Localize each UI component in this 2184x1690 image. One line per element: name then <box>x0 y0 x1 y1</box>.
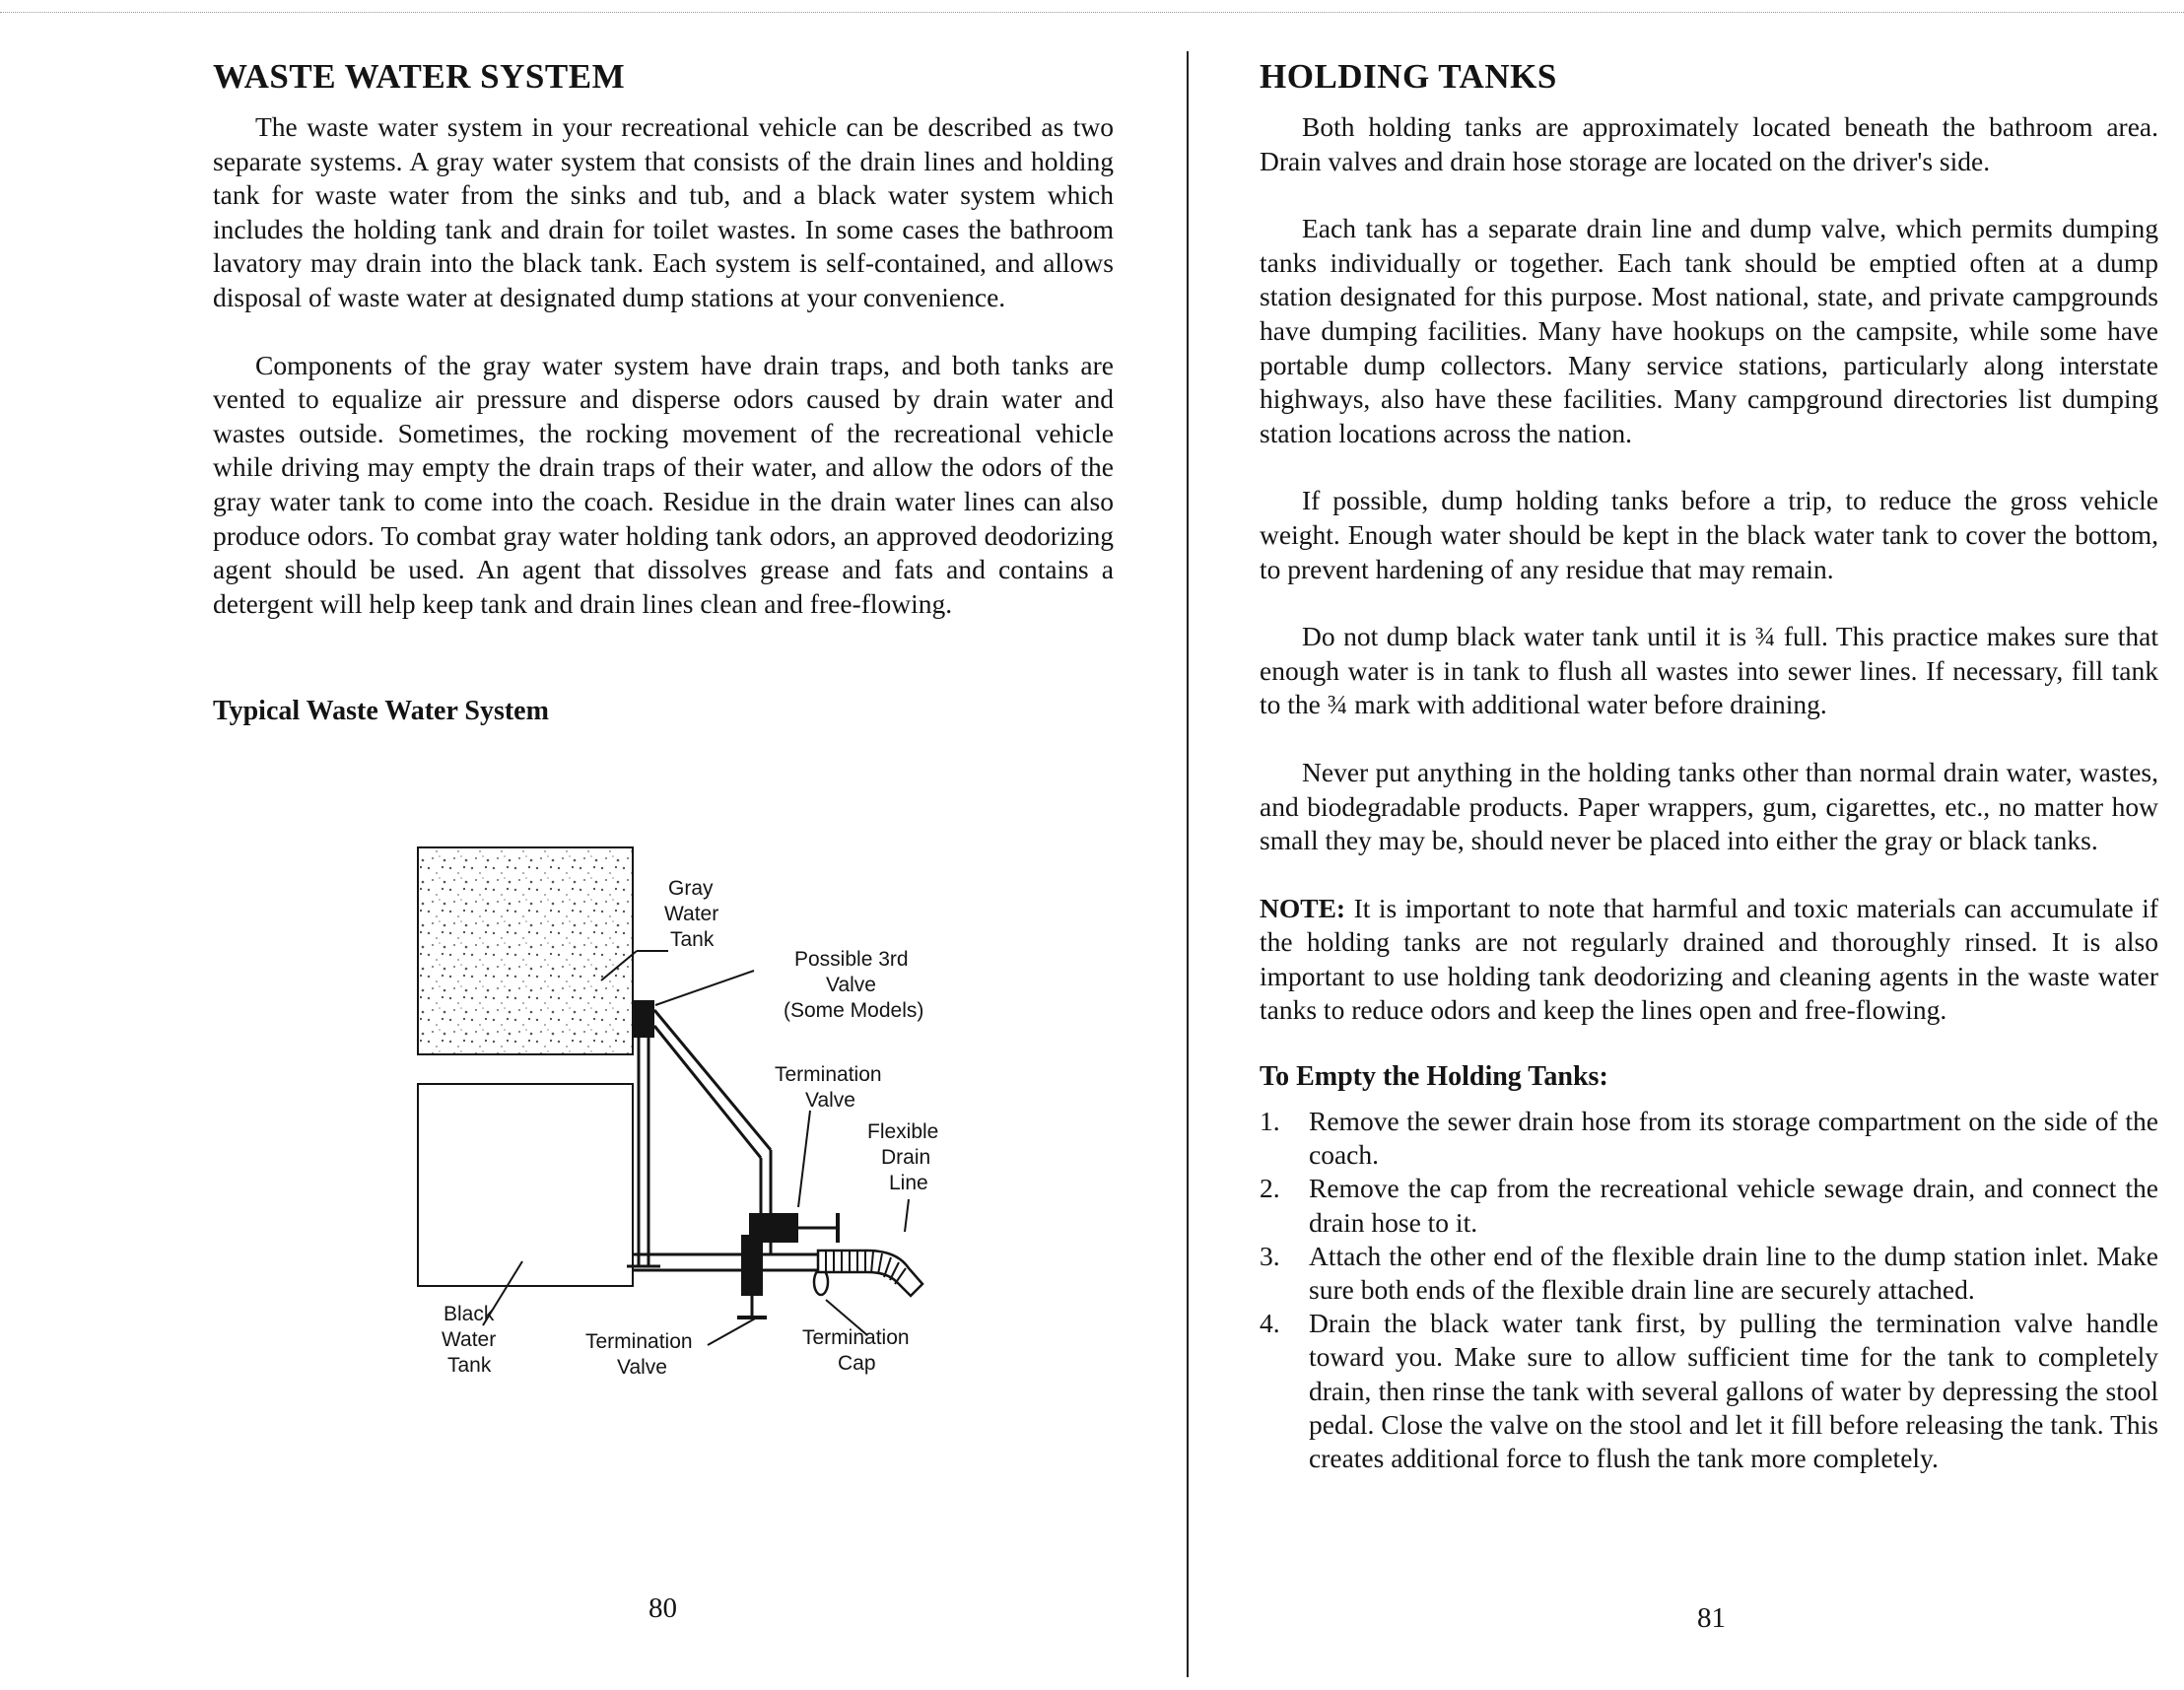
right-paragraph-2: Each tank has a separate drain line and dump valve, which permits dumping tanks individually or together. Each tank should be emptied often at a dump station designated for this purpose. Most national, state, and private campgrounds have dumping facilities. Many have hookups on the campsite, while some have portable dump collectors. Many service stations, particularly along interstate highways, also have these facilities. Many campground directories list dumping station locations across the nation. <box>1260 213 2158 448</box>
label-third-valve-1: Possible 3rd <box>794 948 909 971</box>
note-label: NOTE: <box>1260 892 1346 923</box>
label-black-tank-2: Water <box>442 1328 497 1351</box>
right-paragraph-4: Do not dump black water tank until it is ¾ full. This practice makes sure that enough water is in tank to flush all wastes into sewer lines. If necessary, fill tank to the ¾ mark with additional water before draining. <box>1260 621 2158 720</box>
left-paragraph-1: The waste water system in your recreational vehicle can be described as two separate systems. A gray water system that consists of the drain lines and holding tank for waste water from the sinks and tub, and a black water system which includes the holding tank and drain for toilet wastes. In some cases the bathroom lavatory may drain into the black tank. Each system is self-contained, and allows disposal of waste water at designated dump stations at your convenience. <box>213 111 1114 312</box>
label-termination-cap-2: Cap <box>838 1352 876 1375</box>
gray-tank-valve <box>633 1000 654 1038</box>
step-number: 4. <box>1260 1308 1280 1339</box>
step-number: 3. <box>1260 1240 1280 1271</box>
page-number-right: 81 <box>1697 1602 1726 1634</box>
step-item <box>1260 1240 2158 1307</box>
step-item <box>1260 1105 2158 1172</box>
label-gray-tank-2: Water <box>664 903 719 925</box>
right-page-title: HOLDING TANKS <box>1260 57 1557 96</box>
label-black-tank-1: Black <box>444 1303 495 1325</box>
steps-list <box>1260 1105 2158 1475</box>
label-gray-tank-1: Gray <box>668 877 714 900</box>
label-termination-valve-bottom-1: Termination <box>585 1330 693 1353</box>
label-flexible-drain-1: Flexible <box>867 1120 939 1143</box>
page-divider <box>1187 51 1189 1677</box>
label-termination-valve-bottom-2: Valve <box>617 1356 667 1379</box>
note-text: It is important to note that harmful and toxic materials can accumulate if the holding tanks are not regularly drained and thoroughly rinsed. It is also important to use holding tank deodorizing and cleaning agents in the waste water tanks to reduce odors and keep the lines open and free-flowing. <box>1260 892 2158 1026</box>
label-termination-cap-1: Termination <box>802 1326 910 1349</box>
step-text: Remove the sewer drain hose from its storage compartment on the side of the coach. <box>1309 1106 2158 1171</box>
label-termination-valve-top-2: Valve <box>805 1089 855 1112</box>
step-number: 1. <box>1260 1106 1280 1137</box>
step-item <box>1260 1307 2158 1475</box>
step-text: Attach the other end of the flexible drain line to the dump station inlet. Make sure both ends of the flexible drain line are securely attached. <box>1309 1240 2158 1306</box>
right-paragraph-1: Both holding tanks are approximately located beneath the bathroom area. Drain valves and drain hose storage are located on the driver's side. <box>1260 111 2158 176</box>
steps-title: To Empty the Holding Tanks: <box>1260 1061 1608 1093</box>
black-water-tank <box>418 1084 633 1286</box>
gray-water-tank <box>418 847 633 1054</box>
label-gray-tank-3: Tank <box>670 928 715 951</box>
label-flexible-drain-2: Drain <box>881 1146 931 1169</box>
right-page <box>1191 0 2184 1690</box>
waste-water-diagram <box>404 843 1015 1399</box>
step-text: Drain the black water tank first, by pulling the termination valve handle toward you. Make sure to allow sufficient time for the tank to completely drain, then rinse the tank with several gallons of water by depressing the stool pedal. Close the valve on the stool and let it fill before releasing the tank. This creates additional force to flush the tank more completely. <box>1309 1308 2158 1474</box>
label-third-valve-2: Valve <box>826 974 876 996</box>
right-paragraph-3: If possible, dump holding tanks before a trip, to reduce the gross vehicle weight. Enough water should be kept in the black water tank to cover the bottom, to prevent hardening of any residue that may remain. <box>1260 485 2158 584</box>
label-third-valve-3: (Some Models) <box>784 999 924 1022</box>
step-number: 2. <box>1260 1173 1280 1204</box>
label-termination-valve-top-1: Termination <box>775 1063 882 1086</box>
termination-valve-bottom <box>741 1235 763 1296</box>
right-paragraph-5: Never put anything in the holding tanks other than normal drain water, wastes, and biodegradable products. Paper wrappers, gum, cigarettes, etc., no matter how small they may be, should never be placed into either the gray or black tanks. <box>1260 756 2158 856</box>
step-item <box>1260 1172 2158 1239</box>
note-paragraph <box>1260 892 2158 1028</box>
label-flexible-drain-3: Line <box>889 1172 928 1194</box>
diagram-title: Typical Waste Water System <box>213 696 549 727</box>
flexible-drain-hose <box>818 1251 922 1296</box>
step-text: Remove the cap from the recreational vehicle sewage drain, and connect the drain hose to it. <box>1309 1173 2158 1238</box>
label-black-tank-3: Tank <box>447 1354 492 1377</box>
left-paragraph-2: Components of the gray water system have drain traps, and both tanks are vented to equalize air pressure and disperse odors caused by drain water and wastes outside. Sometimes, the rocking movement of the recreational vehicle while driving may empty the drain traps of their water, and allow the odors of the gray water tank to come into the coach. Residue in the drain water lines can also produce odors. To combat gray water holding tank odors, an approved deodorizing agent should be used. An agent that dissolves grease and fats and contains a detergent will help keep tank and drain lines clean and free-flowing. <box>213 349 1114 619</box>
left-page-title: WASTE WATER SYSTEM <box>213 57 626 96</box>
page-number-left: 80 <box>648 1592 677 1624</box>
